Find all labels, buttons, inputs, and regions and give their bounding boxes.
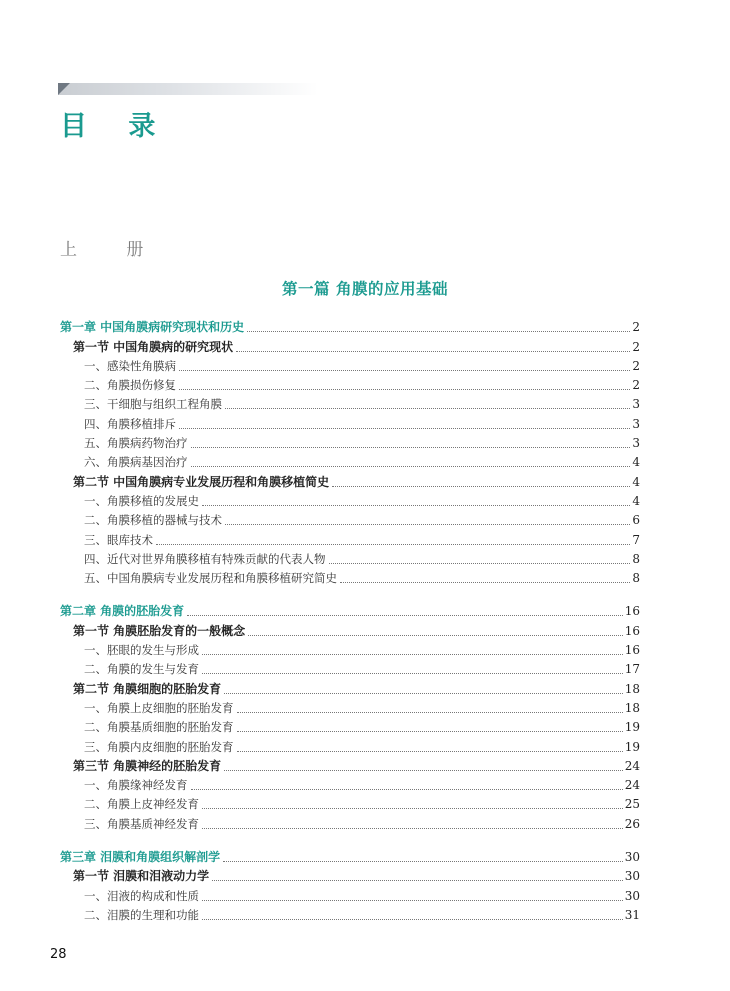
toc-item-label: 二、角膜的发生与发育 xyxy=(84,662,199,677)
toc-chapter-gap xyxy=(60,832,640,846)
toc-page-number: 2 xyxy=(632,358,640,373)
toc-page-number: 18 xyxy=(624,681,640,696)
toc-page-number: 30 xyxy=(624,888,640,903)
toc-item-label: 一、角膜移植的发展史 xyxy=(84,493,199,508)
table-of-contents xyxy=(60,316,640,923)
toc-section-row[interactable] xyxy=(60,619,640,638)
toc-item-row[interactable] xyxy=(60,432,640,451)
toc-item-row[interactable] xyxy=(60,509,640,528)
toc-leader-dots xyxy=(225,524,630,525)
toc-leader-dots xyxy=(247,331,630,332)
toc-item-row[interactable] xyxy=(60,658,640,677)
toc-page-number: 19 xyxy=(624,739,640,754)
toc-item-label: 二、角膜移植的器械与技术 xyxy=(84,513,222,528)
toc-leader-dots xyxy=(236,351,630,352)
toc-section-row[interactable] xyxy=(60,470,640,489)
toc-section-label: 第三节 角膜神经的胚胎发育 xyxy=(73,758,222,773)
toc-item-label: 三、干细胞与组织工程角膜 xyxy=(84,397,222,412)
toc-section-label: 第二节 中国角膜病专业发展历程和角膜移植简史 xyxy=(73,474,330,489)
toc-leader-dots xyxy=(179,370,630,371)
toc-leader-dots xyxy=(237,731,623,732)
toc-page-number: 16 xyxy=(624,604,640,619)
toc-leader-dots xyxy=(191,447,631,448)
toc-chapter-label: 第三章 泪膜和角膜组织解剖学 xyxy=(60,850,221,865)
toc-chapter-row[interactable] xyxy=(60,846,640,865)
toc-section-label: 第二节 角膜细胞的胚胎发育 xyxy=(73,681,222,696)
toc-page-number: 4 xyxy=(632,455,640,470)
toc-leader-dots xyxy=(191,466,631,467)
toc-chapter-label: 第二章 角膜的胚胎发育 xyxy=(60,604,185,619)
toc-item-label: 一、角膜缘神经发育 xyxy=(84,778,188,793)
toc-leader-dots xyxy=(224,693,623,694)
toc-item-row[interactable] xyxy=(60,812,640,831)
toc-item-label: 二、角膜基质细胞的胚胎发育 xyxy=(84,720,234,735)
toc-page-number: 8 xyxy=(632,571,640,586)
toc-leader-dots xyxy=(224,770,623,771)
toc-page-number: 31 xyxy=(624,907,640,922)
volume-label: 上 册 xyxy=(60,240,166,260)
part-title: 第一篇 角膜的应用基础 xyxy=(282,279,448,298)
toc-leader-dots xyxy=(202,828,623,829)
toc-page-number: 4 xyxy=(632,474,640,489)
toc-leader-dots xyxy=(332,486,630,487)
toc-chapter-gap xyxy=(60,586,640,600)
toc-page-number: 24 xyxy=(624,758,640,773)
toc-section-label: 第一节 中国角膜病的研究现状 xyxy=(73,339,234,354)
toc-item-label: 一、感染性角膜病 xyxy=(84,358,176,373)
toc-leader-dots xyxy=(237,751,623,752)
toc-item-label: 四、近代对世界角膜移植有特殊贡献的代表人物 xyxy=(84,551,326,566)
toc-item-label: 四、角膜移植排斥 xyxy=(84,416,176,431)
toc-page-number: 30 xyxy=(624,850,640,865)
toc-item-row[interactable] xyxy=(60,548,640,567)
toc-page-number: 19 xyxy=(624,720,640,735)
toc-chapter-row[interactable] xyxy=(60,316,640,335)
toc-item-row[interactable] xyxy=(60,490,640,509)
toc-section-label: 第一节 泪膜和泪液动力学 xyxy=(73,869,210,884)
toc-section-label: 第一节 角膜胚胎发育的一般概念 xyxy=(73,623,246,638)
page-title: 目 录 xyxy=(60,111,172,142)
toc-item-label: 三、角膜内皮细胞的胚胎发育 xyxy=(84,739,234,754)
toc-leader-dots xyxy=(202,900,623,901)
header-decoration-bar xyxy=(58,83,318,95)
toc-section-row[interactable] xyxy=(60,677,640,696)
toc-leader-dots xyxy=(202,919,623,920)
toc-leader-dots xyxy=(329,563,631,564)
toc-leader-dots xyxy=(202,673,623,674)
toc-section-row[interactable] xyxy=(60,755,640,774)
toc-page-number: 6 xyxy=(632,513,640,528)
toc-item-row[interactable] xyxy=(60,774,640,793)
page-number: 28 xyxy=(50,947,67,962)
toc-page-number: 3 xyxy=(632,416,640,431)
toc-item-label: 六、角膜病基因治疗 xyxy=(84,455,188,470)
toc-leader-dots xyxy=(212,880,623,881)
toc-chapter-label: 第一章 中国角膜病研究现状和历史 xyxy=(60,320,245,335)
toc-item-label: 二、泪膜的生理和功能 xyxy=(84,907,199,922)
toc-item-row[interactable] xyxy=(60,412,640,431)
toc-item-label: 三、眼库技术 xyxy=(84,532,153,547)
toc-item-label: 一、胚眼的发生与形成 xyxy=(84,643,199,658)
toc-page-number: 3 xyxy=(632,397,640,412)
toc-page-number: 8 xyxy=(632,551,640,566)
toc-page-number: 16 xyxy=(624,623,640,638)
toc-item-row[interactable] xyxy=(60,393,640,412)
toc-leader-dots xyxy=(179,428,630,429)
toc-item-label: 三、角膜基质神经发育 xyxy=(84,816,199,831)
toc-item-row[interactable] xyxy=(60,639,640,658)
toc-leader-dots xyxy=(202,505,630,506)
toc-leader-dots xyxy=(248,635,623,636)
toc-leader-dots xyxy=(202,654,623,655)
header-decoration-triangle xyxy=(58,83,70,95)
toc-section-row[interactable] xyxy=(60,865,640,884)
toc-item-label: 一、泪液的构成和性质 xyxy=(84,888,199,903)
toc-page-number: 3 xyxy=(632,436,640,451)
toc-section-row[interactable] xyxy=(60,335,640,354)
toc-page-number: 4 xyxy=(632,493,640,508)
toc-item-row[interactable] xyxy=(60,451,640,470)
toc-page-number: 26 xyxy=(624,816,640,831)
toc-leader-dots xyxy=(237,712,623,713)
toc-item-label: 二、角膜上皮神经发育 xyxy=(84,797,199,812)
toc-item-row[interactable] xyxy=(60,374,640,393)
toc-item-row[interactable] xyxy=(60,793,640,812)
toc-item-row[interactable] xyxy=(60,884,640,903)
toc-item-row[interactable] xyxy=(60,528,640,547)
toc-page-number: 16 xyxy=(624,643,640,658)
toc-item-row[interactable] xyxy=(60,735,640,754)
toc-page-number: 25 xyxy=(624,797,640,812)
toc-item-label: 二、角膜损伤修复 xyxy=(84,378,176,393)
toc-leader-dots xyxy=(225,408,630,409)
toc-item-label: 五、中国角膜病专业发展历程和角膜移植研究简史 xyxy=(84,571,337,586)
toc-page-number: 2 xyxy=(632,339,640,354)
toc-page-number: 7 xyxy=(632,532,640,547)
toc-leader-dots xyxy=(223,861,623,862)
toc-leader-dots xyxy=(179,389,630,390)
toc-item-row[interactable] xyxy=(60,567,640,586)
toc-item-row[interactable] xyxy=(60,716,640,735)
toc-leader-dots xyxy=(191,789,623,790)
toc-item-row[interactable] xyxy=(60,697,640,716)
toc-leader-dots xyxy=(340,582,630,583)
toc-page-number: 17 xyxy=(624,662,640,677)
toc-item-row[interactable] xyxy=(60,904,640,923)
toc-page-number: 18 xyxy=(624,700,640,715)
toc-page-number: 2 xyxy=(632,378,640,393)
toc-leader-dots xyxy=(202,808,623,809)
toc-page-number: 24 xyxy=(624,778,640,793)
toc-page-number: 2 xyxy=(632,320,640,335)
toc-item-row[interactable] xyxy=(60,355,640,374)
toc-leader-dots xyxy=(156,544,630,545)
toc-item-label: 一、角膜上皮细胞的胚胎发育 xyxy=(84,700,234,715)
toc-chapter-row[interactable] xyxy=(60,600,640,619)
toc-page-number: 30 xyxy=(624,869,640,884)
toc-item-label: 五、角膜病药物治疗 xyxy=(84,436,188,451)
toc-leader-dots xyxy=(187,615,623,616)
